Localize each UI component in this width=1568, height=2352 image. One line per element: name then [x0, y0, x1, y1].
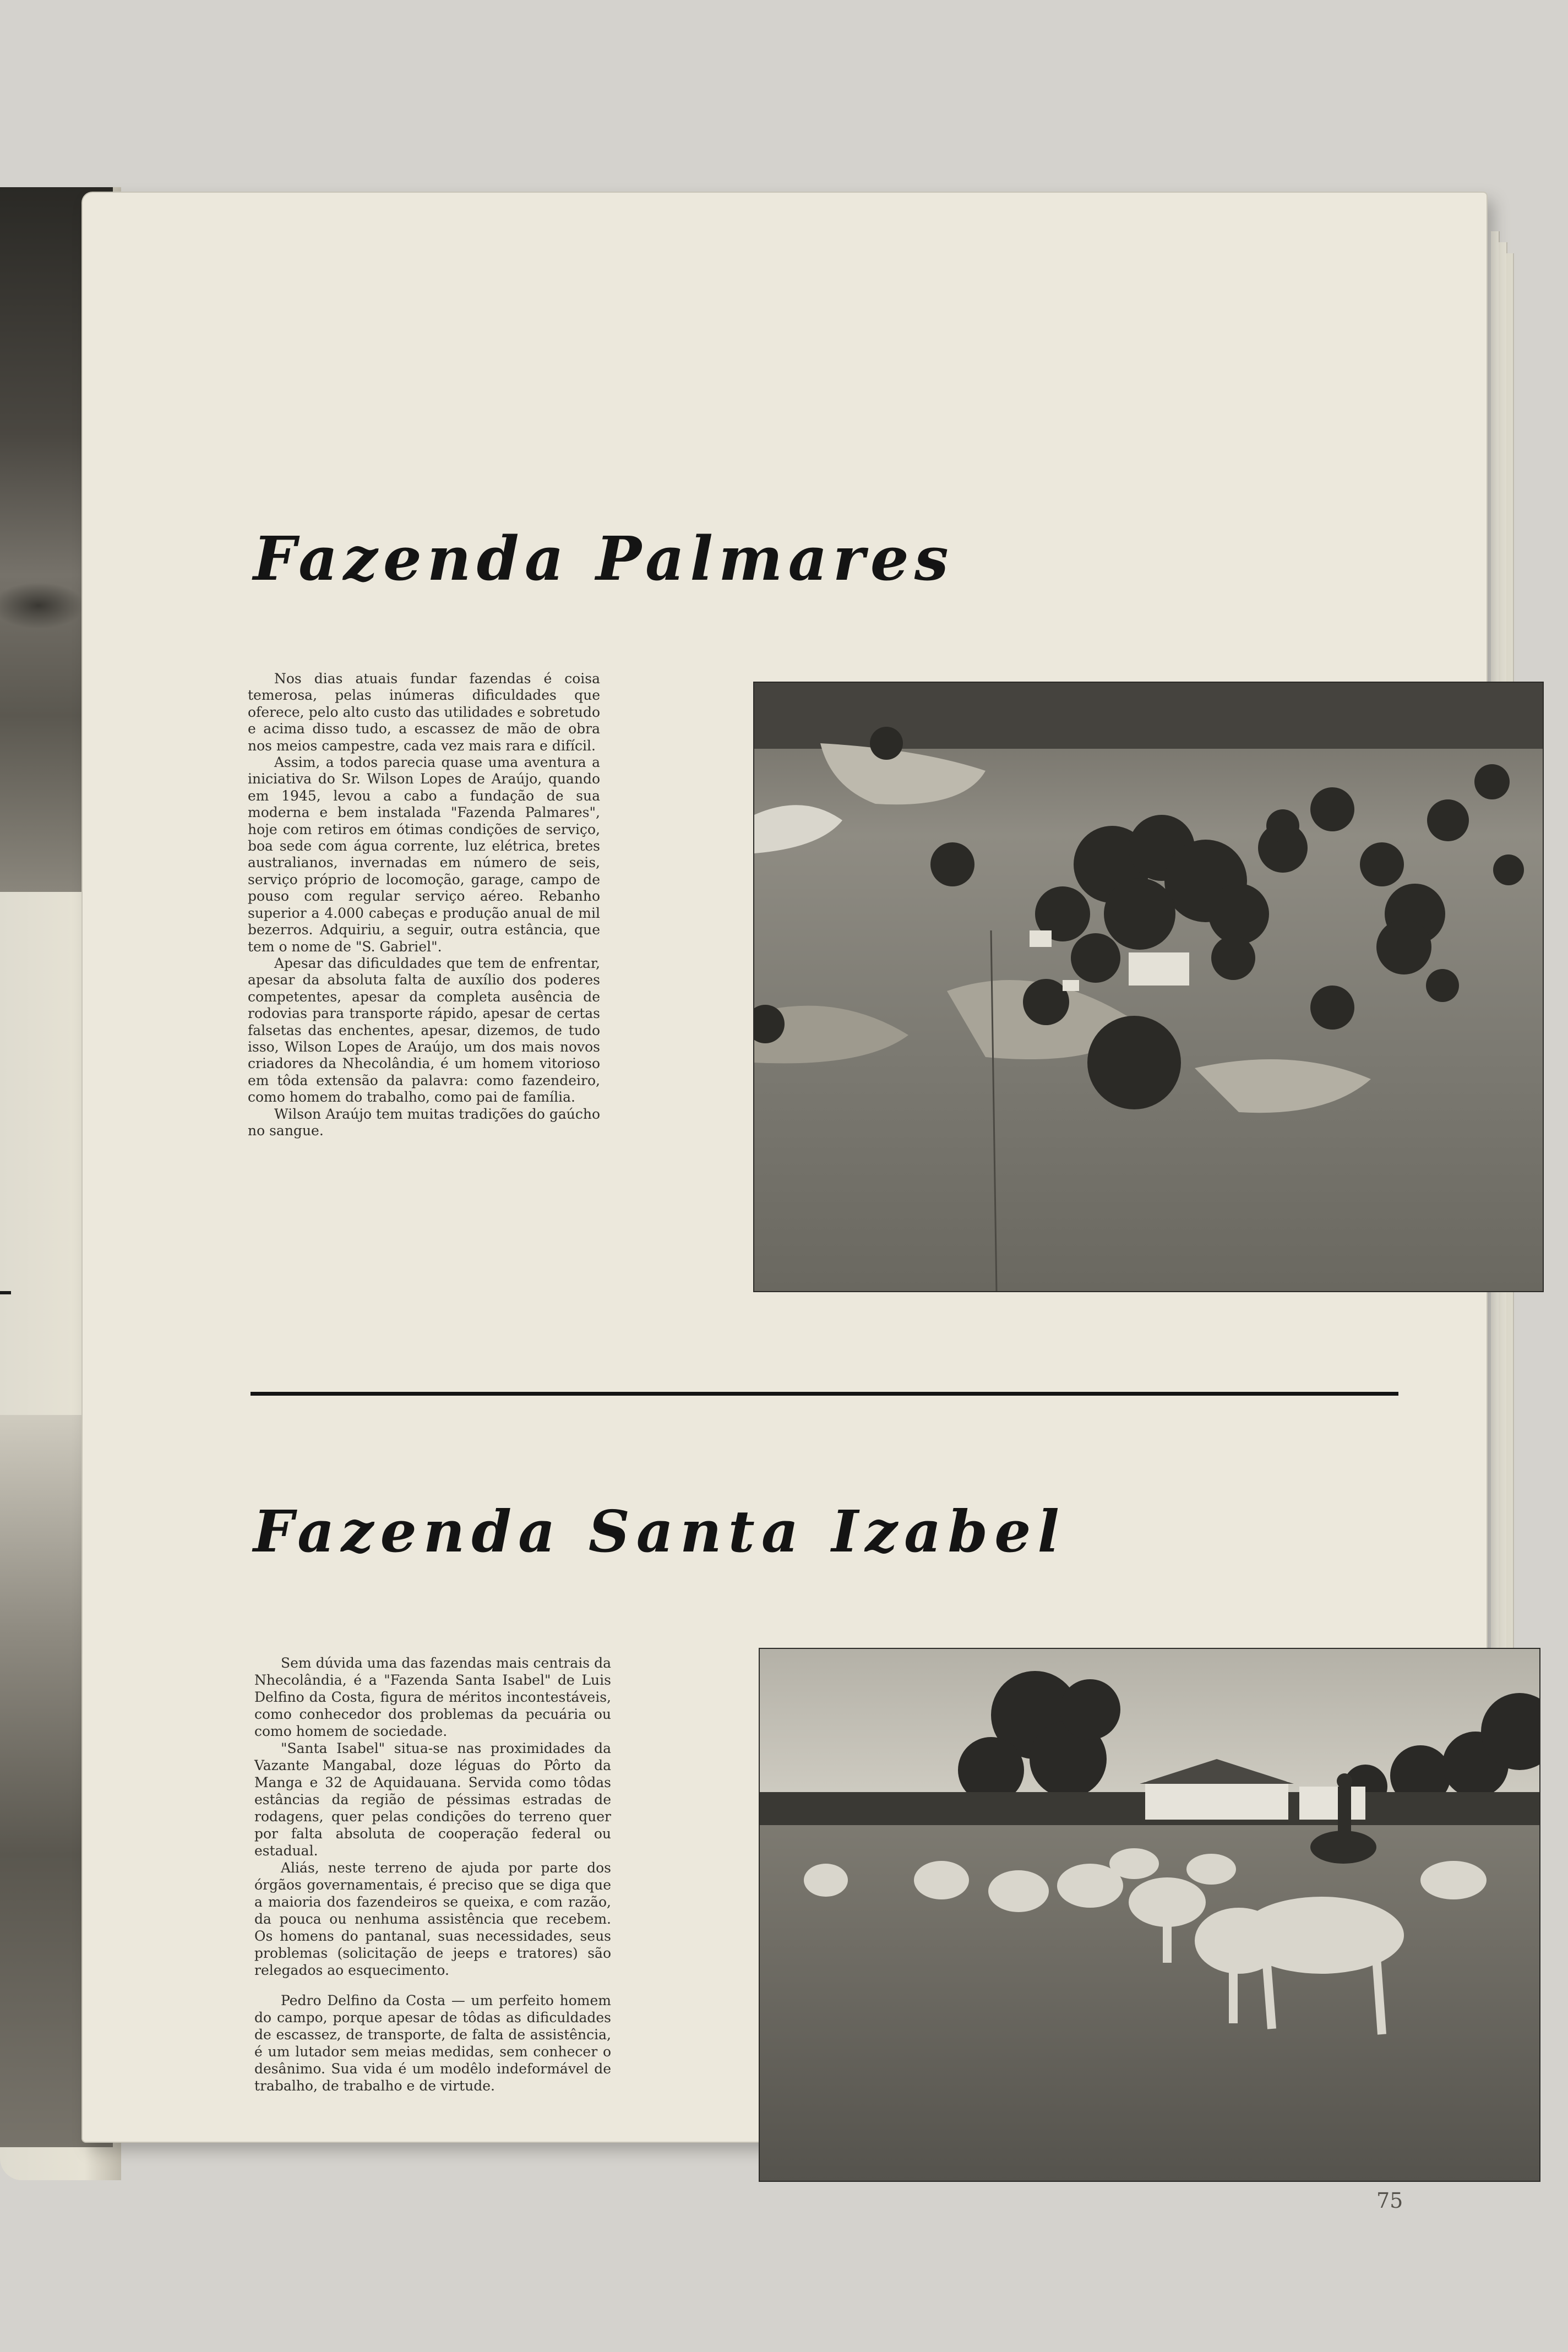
article-paragraph: Apesar das dificuldades que tem de enfrentar, apesar da absoluta falta de auxílio dos poderes competentes, apesar da completa ausência de rodovias para transporte rápido, apesar de certas falsetas das enchentes, apesar, dizemos, de tudo isso, Wilson Lopes de Araújo, um dos mais novos criadores da Nhecolândia, é um homem vitorioso em tôda extensão da palavra: como fazendeiro, como homem do trabalho, como pai de família. — [248, 955, 600, 1106]
magazine-page — [83, 193, 1487, 2213]
article-column — [254, 1654, 611, 2094]
section-divider — [251, 1392, 1398, 1396]
page-number: 75 — [1376, 2188, 1403, 2213]
section-title: Fazenda Palmares — [253, 523, 954, 594]
previous-page-rule — [0, 1291, 11, 1294]
article-paragraph: Nos dias atuais fundar fazendas é coisa temerosa, pelas inúmeras dificuldades que oferece, pelo alto custo das utilidades e sobretudo e acima disso tudo, a escassez de mão de obra nos meios campestre, cada vez mais rara e difícil. — [248, 671, 600, 754]
article-paragraph: Pedro Delfino da Costa — um perfeito homem do campo, porque apesar de tôdas as dificuldades de escassez, de transporte, de falta de assistência, é um lutador sem meias medidas, sem conhecer o desânimo. Sua vida é um modêlo indeformável de trabalho, de trabalho e de virtude. — [254, 1992, 611, 2094]
article-paragraph: "Santa Isabel" situa-se nas proximidades da Vazante Mangabal, doze léguas do Pôrto da Manga e 32 de Aquidauana. Servida como tôdas estâncias da região de péssimas estradas de rodagens, quer pelas condições do terreno quer por falta absoluta de cooperação federal ou estadual. — [254, 1740, 611, 1859]
article-paragraph: Wilson Araújo tem muitas tradições do gaúcho no sangue. — [248, 1106, 600, 1139]
article-column — [248, 671, 600, 1139]
article-paragraph: Aliás, neste terreno de ajuda por parte dos órgãos governamentais, é preciso que se diga que a maioria dos fazendeiros se queixa, e com razão, da pouca ou nenhuma assistência que recebem. Os homens do pantanal, suas necessidades, seus problemas (solicitação de jeeps e tratores) são relegados ao esquecimento. — [254, 1860, 611, 1978]
article-paragraph: Sem dúvida uma das fazendas mais centrais da Nhecolândia, é a "Fazenda Santa Isabel" de Luis Delfino da Costa, figura de méritos incontestáveis, como conhecedor dos problemas da pecuária ou como homem de sociedade. — [254, 1655, 611, 1739]
section-title: Fazenda Santa Izabel — [253, 1498, 1066, 1565]
article-paragraph: Assim, a todos parecia quase uma aventura a iniciativa do Sr. Wilson Lopes de Araújo, quando em 1945, levou a cabo a fundação de sua moderna e bem instalada "Fazenda Palmares", hoje com retiros em ótimas condições de serviço, boa sede com água corrente, luz elétrica, bretes australianos, invernadas em número de seis, serviço próprio de locomoção, garage, campo de pouso com regular serviço aéreo. Rebanho superior a 4.000 cabeças e produção anual de mil bezerros. Adquiriu, a seguir, outra estância, que tem o nome de "S. Gabriel". — [248, 754, 600, 955]
aerial-farm-photo — [753, 682, 1544, 1292]
cattle-herd-photo — [759, 1648, 1540, 2182]
